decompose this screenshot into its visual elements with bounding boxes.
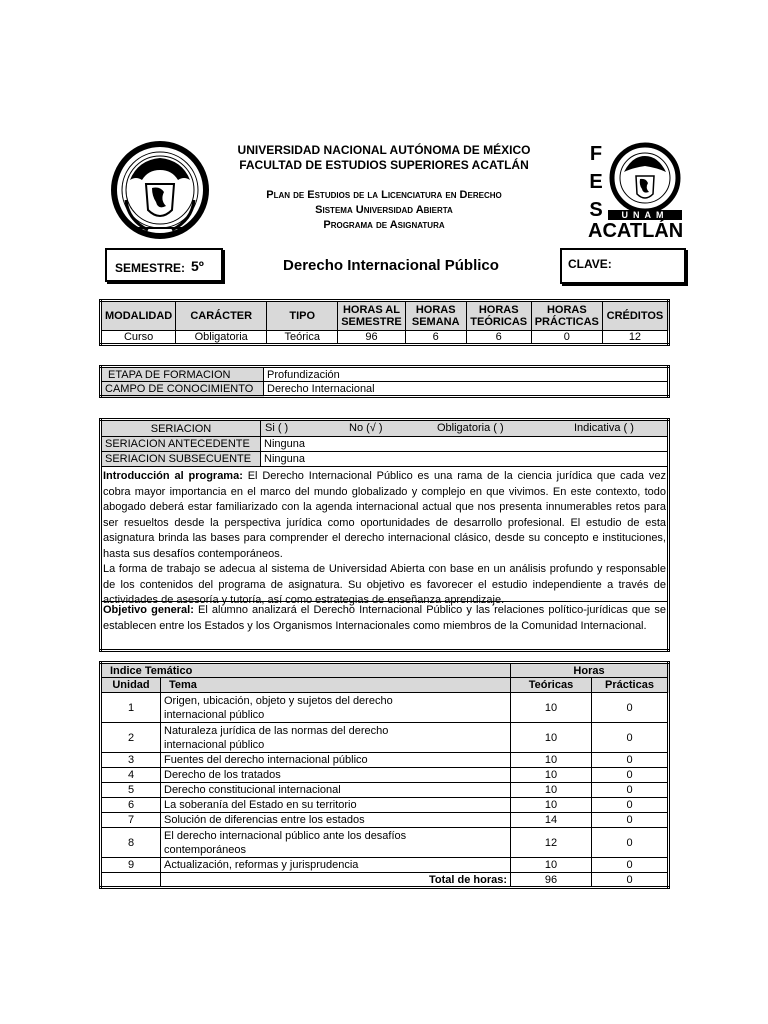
- row-teoricas: 10: [511, 693, 592, 723]
- row-unidad: 6: [101, 798, 161, 813]
- total-teoricas: 96: [511, 873, 592, 888]
- total-label: Total de horas:: [161, 873, 511, 888]
- program-title: Programa de Asignatura: [323, 219, 445, 231]
- unam-band: UNAM: [608, 210, 682, 220]
- indice-table: [99, 661, 670, 889]
- row-teoricas: 12: [511, 828, 592, 858]
- clave-box: [560, 248, 686, 284]
- etapa-label: ETAPA DE FORMACION: [101, 367, 264, 382]
- row-teoricas: 10: [511, 858, 592, 873]
- clave-label: CLAVE:: [568, 257, 612, 271]
- objetivo-label: Objetivo general:: [103, 604, 194, 616]
- header-caracter: CARÁCTER: [176, 301, 267, 331]
- unam-seal-logo: [108, 140, 212, 244]
- value-horas-practicas: 0: [531, 331, 602, 345]
- row-practicas: 0: [592, 768, 669, 783]
- table-row: [101, 723, 669, 753]
- semester-box: [105, 248, 223, 282]
- seriacion-label: SERIACION: [101, 420, 261, 437]
- objetivo-text: El alumno analizará el Derecho Internacional Público y las relaciones político-jurídicas que se establecen entre los Estados y los Organismos Internacionales como miembros de la Comunidad Internacional.: [103, 604, 666, 632]
- seriacion-obligatoria: Obligatoria ( ): [437, 422, 504, 434]
- intro-text-1: El Derecho Internacional Público es una rama de la ciencia jurídica que cada vez cobra mayor importancia en el marco del mundo globalizado y complejo en que vivimos. En este contexto, todo abogado deberá estar familiarizado con la agenda internacional actual que nos presenta innumerables retos para ser resueltos desde la perspectiva jurídica como oportunidades de desarrollo profesional. El estudio de esta asignatura brinda las bases para comprender el derecho internacional clásico, desde su concepto e instituciones, hasta sus desafíos contemporáneos.: [103, 470, 666, 560]
- header-horas-teoricas: HORAS TEÓRICAS: [466, 301, 531, 331]
- row-tema: Naturaleza jurídica de las normas del derecho internacional público: [161, 723, 511, 753]
- row-practicas: 0: [592, 813, 669, 828]
- row-unidad: 3: [101, 753, 161, 768]
- table-row: [101, 798, 669, 813]
- etapa-table: [99, 365, 670, 398]
- value-creditos: 12: [602, 331, 668, 345]
- semester-value: 5º: [191, 258, 204, 274]
- university-name: UNIVERSIDAD NACIONAL AUTÓNOMA DE MÉXICO: [237, 143, 531, 157]
- table-row: [101, 783, 669, 798]
- campo-value: Derecho Internacional: [264, 382, 669, 397]
- row-practicas: 0: [592, 693, 669, 723]
- subsecuente-label: SERIACION SUBSECUENTE: [101, 452, 261, 467]
- header-modalidad: MODALIDAD: [101, 301, 176, 331]
- fes-letters: F E S: [589, 143, 603, 221]
- row-practicas: 0: [592, 783, 669, 798]
- row-tema: Origen, ubicación, objeto y sujetos del derecho internacional público: [161, 693, 511, 723]
- fes-acatlan-logo: [588, 140, 684, 244]
- header-tipo: TIPO: [267, 301, 338, 331]
- seriacion-no: No (√ ): [349, 422, 383, 434]
- table-row: [101, 813, 669, 828]
- table-row: [101, 828, 669, 858]
- campo-label: CAMPO DE CONOCIMIENTO: [101, 382, 264, 397]
- table-row: [101, 858, 669, 873]
- row-teoricas: 10: [511, 753, 592, 768]
- value-caracter: Obligatoria: [176, 331, 267, 345]
- col-teoricas: Teóricas: [511, 678, 592, 693]
- col-practicas: Prácticas: [592, 678, 669, 693]
- semester-label: SEMESTRE:: [115, 261, 186, 275]
- header-horas-semana: HORAS SEMANA: [405, 301, 466, 331]
- unam-mini-seal-icon: [606, 142, 684, 214]
- total-practicas: 0: [592, 873, 669, 888]
- value-horas-semana: 6: [405, 331, 466, 345]
- intro-paragraph: [103, 469, 666, 609]
- row-practicas: 0: [592, 828, 669, 858]
- modalidad-table: [99, 299, 670, 346]
- value-tipo: Teórica: [267, 331, 338, 345]
- row-tema: Solución de diferencias entre los estados: [161, 813, 511, 828]
- plan-title: Plan de Estudios de la Licenciatura en Derecho: [266, 189, 502, 201]
- antecedente-label: SERIACION ANTECEDENTE: [101, 437, 261, 452]
- row-unidad: 1: [101, 693, 161, 723]
- row-teoricas: 10: [511, 768, 592, 783]
- header-horas-semestre: HORAS AL SEMESTRE: [338, 301, 406, 331]
- row-practicas: 0: [592, 753, 669, 768]
- value-horas-teoricas: 6: [466, 331, 531, 345]
- system-title: Sistema Universidad Abierta: [315, 204, 453, 216]
- row-practicas: 0: [592, 798, 669, 813]
- value-modalidad: Curso: [101, 331, 176, 345]
- table-row: [101, 693, 669, 723]
- col-tema: Tema: [161, 678, 511, 693]
- table-row: [101, 768, 669, 783]
- row-unidad: 5: [101, 783, 161, 798]
- row-tema: Derecho constitucional internacional: [161, 783, 511, 798]
- seriacion-indicativa: Indicativa ( ): [574, 422, 634, 434]
- row-unidad: 8: [101, 828, 161, 858]
- intro-label: Introducción al programa:: [103, 470, 243, 482]
- intro-text-2: La forma de trabajo se adecua al sistema de Universidad Abierta con base en un análisis profundo y responsable de los contenidos del programa de asignatura. Su objetivo es favorecer el estudio independiente a través de actividades de asesoría y tutoría, así como estrategias de enseñanza aprendizaje.: [103, 563, 666, 606]
- header-horas-practicas: HORAS PRÁCTICAS: [531, 301, 602, 331]
- acatlan-wordmark: ACATLÁN: [588, 220, 684, 242]
- indice-title: Indice Temático: [101, 663, 511, 678]
- seriacion-si: Si ( ): [265, 422, 289, 434]
- row-tema: El derecho internacional público ante los desafíos contemporáneos: [161, 828, 511, 858]
- row-practicas: 0: [592, 858, 669, 873]
- indice-horas: Horas: [511, 663, 669, 678]
- row-teoricas: 10: [511, 723, 592, 753]
- row-tema: Derecho de los tratados: [161, 768, 511, 783]
- faculty-name: FACULTAD DE ESTUDIOS SUPERIORES ACATLÁN: [239, 158, 529, 172]
- row-unidad: 7: [101, 813, 161, 828]
- seriacion-options: [261, 420, 669, 437]
- row-tema: Actualización, reformas y jurisprudencia: [161, 858, 511, 873]
- row-tema: La soberanía del Estado en su territorio: [161, 798, 511, 813]
- row-practicas: 0: [592, 723, 669, 753]
- antecedente-value: Ninguna: [261, 437, 669, 452]
- row-teoricas: 14: [511, 813, 592, 828]
- row-tema: Fuentes del derecho internacional público: [161, 753, 511, 768]
- row-unidad: 2: [101, 723, 161, 753]
- header-creditos: CRÉDITOS: [602, 301, 668, 331]
- etapa-value: Profundización: [264, 367, 669, 382]
- row-teoricas: 10: [511, 783, 592, 798]
- row-unidad: 9: [101, 858, 161, 873]
- subsecuente-value: Ninguna: [261, 452, 669, 467]
- objetivo-paragraph: [103, 603, 666, 634]
- value-horas-semestre: 96: [338, 331, 406, 345]
- row-unidad: 4: [101, 768, 161, 783]
- course-title: Derecho Internacional Público: [283, 257, 499, 274]
- col-unidad: Unidad: [101, 678, 161, 693]
- row-teoricas: 10: [511, 798, 592, 813]
- table-row: [101, 753, 669, 768]
